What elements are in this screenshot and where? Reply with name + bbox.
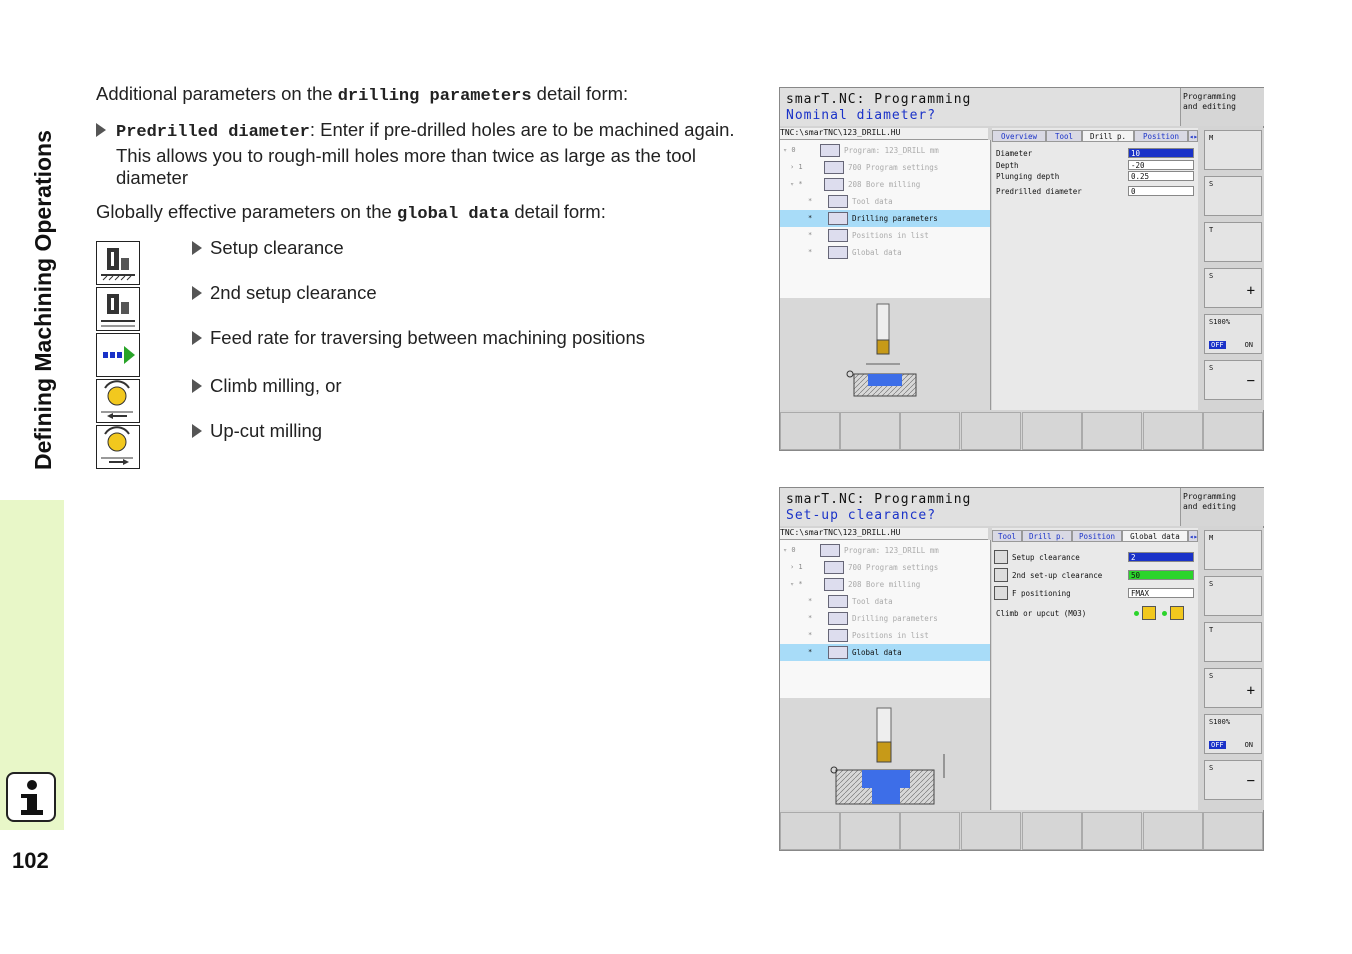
softkey-3[interactable] xyxy=(900,812,960,850)
softkey-t[interactable]: T xyxy=(1204,622,1262,662)
tab-drill-p[interactable]: Drill p. xyxy=(1022,530,1072,542)
bore-milling-icon xyxy=(824,578,844,591)
softkey-5[interactable] xyxy=(1022,812,1082,850)
file-path: TNC:\smarTNC\123_DRILL.HU xyxy=(780,528,988,540)
diameter-input[interactable]: 10 xyxy=(1128,148,1194,158)
form-tabs xyxy=(992,130,1198,142)
settings-icon xyxy=(824,561,844,574)
softkey-6[interactable] xyxy=(1082,812,1142,850)
climb-milling-icon[interactable] xyxy=(1142,606,1156,620)
tool-icon xyxy=(828,195,848,208)
drilling-icon xyxy=(828,212,848,225)
tab-position[interactable]: Position xyxy=(1134,130,1188,142)
softkey-8[interactable] xyxy=(1203,812,1263,850)
intro-global-data: Globally effective parameters on the global data detail form: xyxy=(96,201,606,224)
bullet-arrow-icon xyxy=(192,379,202,393)
minus-icon: − xyxy=(1246,373,1255,389)
field-2nd-setup-clearance: 2nd set-up clearance 50 xyxy=(994,568,1196,582)
softkey-s-minus[interactable]: S − xyxy=(1204,760,1262,800)
minus-icon: − xyxy=(1246,773,1255,789)
softkey-4[interactable] xyxy=(961,412,1021,450)
tree-item-drilling-parameters[interactable]: * Drilling parameters xyxy=(780,210,990,227)
drilling-icon xyxy=(828,612,848,625)
second-setup-clearance-input[interactable]: 50 xyxy=(1128,570,1194,580)
detail-form xyxy=(992,528,1198,810)
softkey-s-plus[interactable]: S + xyxy=(1204,668,1262,708)
list-item-2nd-setup-clearance: 2nd setup clearance xyxy=(192,282,377,305)
program-tree[interactable] xyxy=(780,540,991,698)
softkey-5[interactable] xyxy=(1022,412,1082,450)
tree-item-tool-data[interactable]: * Tool data xyxy=(808,197,893,206)
field-predrilled-diameter: Predrilled diameter 0 xyxy=(994,186,1196,197)
setup-clearance-softkey-icon xyxy=(96,241,140,285)
list-item-feed-rate: Feed rate for traversing between machining positions xyxy=(192,327,645,350)
vertical-softkeys xyxy=(1202,528,1264,810)
softkey-6[interactable] xyxy=(1082,412,1142,450)
tree-item-program-settings[interactable]: › 1 700 Program settings xyxy=(790,163,939,172)
list-item-climb-milling: Climb milling, or xyxy=(192,375,342,398)
info-icon xyxy=(6,772,56,822)
screenshot-setup-clearance xyxy=(779,487,1264,851)
tab-position[interactable]: Position xyxy=(1072,530,1122,542)
tab-scroll-arrows-icon[interactable]: ◂▸ xyxy=(1189,132,1199,141)
tab-tool[interactable]: Tool xyxy=(1046,130,1082,142)
graphic-preview xyxy=(780,298,991,410)
field-plunging-depth: Plunging depth 0.25 xyxy=(994,171,1196,182)
softkey-s-minus[interactable]: S − xyxy=(1204,360,1262,400)
screenshot-nominal-diameter xyxy=(779,87,1264,451)
list-item-up-cut-milling: Up-cut milling xyxy=(192,420,322,443)
softkey-s[interactable]: S xyxy=(1204,576,1262,616)
softkey-m[interactable]: M xyxy=(1204,530,1262,570)
screen-title: smarT.NC: Programming xyxy=(786,492,972,507)
softkey-s-plus[interactable]: S + xyxy=(1204,268,1262,308)
softkey-s100[interactable]: S100% OFF ON xyxy=(1204,714,1262,754)
tree-item-bore-milling[interactable]: ▿ * 208 Bore milling xyxy=(790,580,921,589)
positions-icon xyxy=(828,229,848,242)
plus-icon: + xyxy=(1246,283,1255,299)
tab-overview[interactable]: Overview xyxy=(992,130,1046,142)
softkey-1[interactable] xyxy=(780,812,840,850)
depth-input[interactable]: -20 xyxy=(1128,160,1194,170)
softkey-s[interactable]: S xyxy=(1204,176,1262,216)
softkey-7[interactable] xyxy=(1143,412,1203,450)
settings-icon xyxy=(824,161,844,174)
tab-global-data[interactable]: Global data xyxy=(1122,530,1188,542)
bullet-arrow-icon xyxy=(192,424,202,438)
upcut-radio-icon[interactable] xyxy=(1162,611,1167,616)
softkey-7[interactable] xyxy=(1143,812,1203,850)
field-setup-clearance: Setup clearance 2 xyxy=(994,550,1196,564)
up-cut-milling-icon[interactable] xyxy=(1170,606,1184,620)
softkey-2[interactable] xyxy=(840,812,900,850)
softkey-8[interactable] xyxy=(1203,412,1263,450)
tree-item-global-data[interactable]: * Global data xyxy=(780,644,990,661)
screen-prompt: Nominal diameter? xyxy=(786,108,937,123)
globe-icon xyxy=(828,646,848,659)
field-diameter: Diameter 10 xyxy=(994,148,1196,159)
program-icon xyxy=(820,544,840,557)
bullet-arrow-icon xyxy=(96,123,106,137)
setup-clearance-icon xyxy=(994,550,1008,564)
softkey-3[interactable] xyxy=(900,412,960,450)
softkey-s100[interactable]: S100% OFF ON xyxy=(1204,314,1262,354)
softkey-m[interactable]: M xyxy=(1204,130,1262,170)
positions-icon xyxy=(828,629,848,642)
tab-drill-p[interactable]: Drill p. xyxy=(1082,130,1134,142)
screen-title: smarT.NC: Programming xyxy=(786,92,972,107)
tree-item-program[interactable]: ▿ 0 Program: 123_DRILL mm xyxy=(783,546,939,555)
file-path: TNC:\smarTNC\123_DRILL.HU xyxy=(780,128,988,140)
tool-icon xyxy=(828,595,848,608)
predrilled-diameter-input[interactable]: 0 xyxy=(1128,186,1194,196)
setup-clearance-input[interactable]: 2 xyxy=(1128,552,1194,562)
tab-tool[interactable]: Tool xyxy=(992,530,1022,542)
up-cut-milling-softkey-icon xyxy=(96,425,140,469)
intro-drilling-parameters: Additional parameters on the drilling parameters detail form: xyxy=(96,83,629,106)
globe-icon xyxy=(828,246,848,259)
vertical-softkeys xyxy=(1202,128,1264,410)
tree-item-global-data[interactable]: * Global data xyxy=(808,248,902,257)
program-tree[interactable] xyxy=(780,140,991,298)
mode-indicator: Programming and editing xyxy=(1180,488,1264,526)
field-depth: Depth -20 xyxy=(994,160,1196,171)
screen-header xyxy=(780,488,1180,526)
tree-item-positions[interactable]: * Positions in list xyxy=(808,231,929,240)
tab-scroll-arrows-icon[interactable]: ◂▸ xyxy=(1189,532,1199,541)
f-positioning-input[interactable]: FMAX xyxy=(1128,588,1194,598)
tree-item-tool-data[interactable]: * Tool data xyxy=(808,597,893,606)
plunging-depth-input[interactable]: 0.25 xyxy=(1128,171,1194,181)
horizontal-softkeys xyxy=(780,412,1264,450)
climb-milling-softkey-icon xyxy=(96,379,140,423)
feed-rate-softkey-icon xyxy=(96,333,140,377)
page-number: 102 xyxy=(12,848,49,873)
bullet-arrow-icon xyxy=(192,241,202,255)
second-setup-clearance-icon xyxy=(994,568,1008,582)
field-f-positioning: F positioning FMAX xyxy=(994,586,1196,600)
softkey-4[interactable] xyxy=(961,812,1021,850)
detail-form xyxy=(992,128,1198,410)
mode-indicator: Programming and editing xyxy=(1180,88,1264,126)
screen-header xyxy=(780,88,1180,126)
climb-radio-icon[interactable] xyxy=(1134,611,1139,616)
bullet-arrow-icon xyxy=(192,331,202,345)
tree-item-program[interactable]: ▿ 0 Program: 123_DRILL mm xyxy=(783,146,939,155)
tree-item-program-settings[interactable]: › 1 700 Program settings xyxy=(790,563,939,572)
feed-rate-icon xyxy=(994,586,1008,600)
tree-item-drilling-parameters[interactable]: * Drilling parameters xyxy=(808,614,938,623)
softkey-1[interactable] xyxy=(780,412,840,450)
horizontal-softkeys xyxy=(780,812,1264,850)
bore-milling-icon xyxy=(824,178,844,191)
bullet-predrilled-diameter: Predrilled diameter: Enter if pre-drilled holes are to be machined again. This allows you to rough-mill holes more than twice as large as the tool diameter xyxy=(96,119,756,190)
plus-icon: + xyxy=(1246,683,1255,699)
graphic-preview xyxy=(780,698,991,810)
field-climb-or-upcut: Climb or upcut (M03) xyxy=(994,606,1196,622)
list-item-setup-clearance: Setup clearance xyxy=(192,237,344,260)
tree-item-positions[interactable]: * Positions in list xyxy=(808,631,929,640)
form-tabs xyxy=(992,530,1198,542)
softkey-2[interactable] xyxy=(840,412,900,450)
second-setup-clearance-softkey-icon xyxy=(96,287,140,331)
screen-prompt: Set-up clearance? xyxy=(786,508,937,523)
softkey-t[interactable]: T xyxy=(1204,222,1262,262)
program-icon xyxy=(820,144,840,157)
tree-item-bore-milling[interactable]: ▿ * 208 Bore milling xyxy=(790,180,921,189)
bullet-arrow-icon xyxy=(192,286,202,300)
